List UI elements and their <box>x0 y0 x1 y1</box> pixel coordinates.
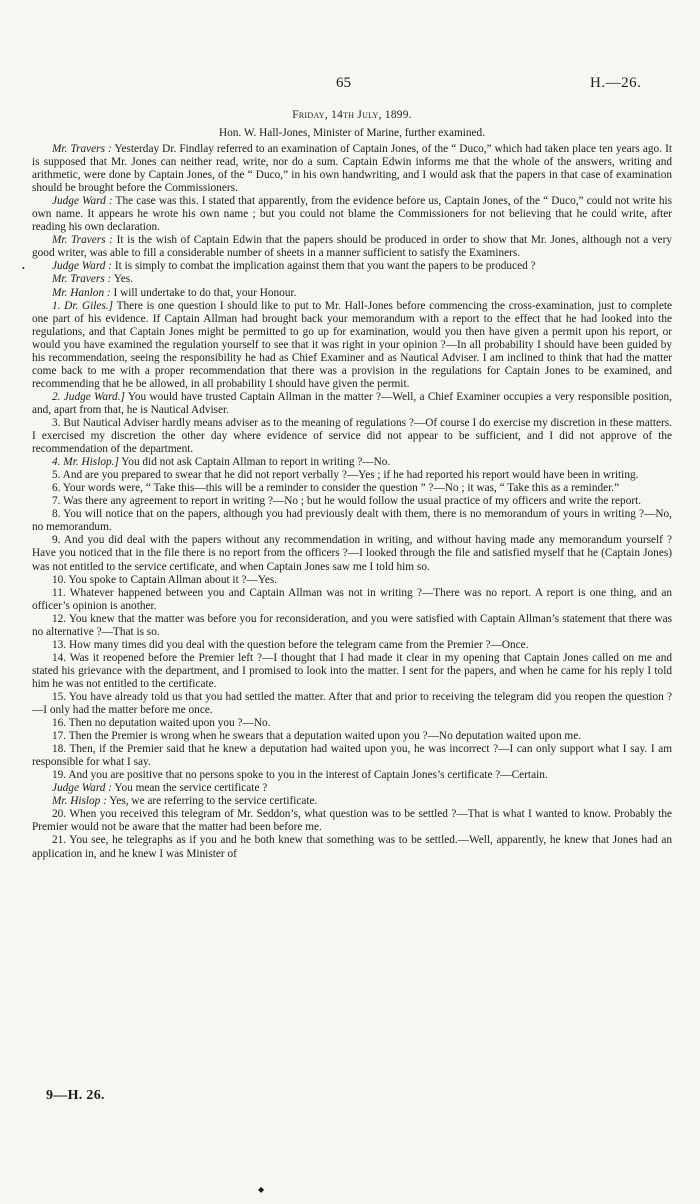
paragraph <box>32 613 672 639</box>
paragraph <box>32 300 672 391</box>
paragraph <box>32 769 672 782</box>
document-body <box>32 143 672 861</box>
speaker-label: Mr. Hanlon : <box>52 286 111 299</box>
paragraph <box>32 234 672 260</box>
witness-heading: Hon. W. Hall-Jones, Minister of Marine, further examined. <box>218 127 486 139</box>
paragraph-text: 5. And are you prepared to swear that he did not report verbally ?—Yes ; if he had reported his report would have been in writing. <box>52 469 639 482</box>
paragraph <box>32 743 672 769</box>
document-page <box>32 70 672 861</box>
paragraph-text: 20. When you received this telegram of Mr. Seddon’s, what question was to be settled ?—That is what I wanted to know. Probably the Premier would not be aware that the matter had been before me. <box>32 808 672 834</box>
paragraph-text: 9. And you did deal with the papers without any recommendation in writing, and without having made any memorandum yourself ? Have you noticed that in the file there is no report from the officers ?—I looked through the file and satisfied myself that he (Captain Jones) was not entitled to the service certificate, and when Captain Jones saw me I told him so. <box>32 534 672 573</box>
paragraph-text: 10. You spoke to Captain Allman about it ?—Yes. <box>52 573 278 586</box>
paragraph <box>32 391 672 417</box>
paragraph-text: The case was this. I stated that apparently, from the evidence before us, Captain Jones, of the “ Duco,” could not write his own name. It appears he wrote his own name ; but you could not blame the Commissioners for not believing that he could write, after reading his own declaration. <box>32 195 673 234</box>
paragraph-text: 19. And you are positive that no persons spoke to you in the interest of Captain Jones’s certificate ?—Certain. <box>52 769 548 782</box>
speaker-label: Judge Ward : <box>52 260 113 273</box>
speaker-label: Mr. Travers : <box>52 273 112 286</box>
page-number: 65 <box>336 75 351 91</box>
paragraph-text: Yes, we are referring to the service certificate. <box>106 795 318 808</box>
speaker-label: Mr. Travers : <box>52 234 113 247</box>
page-mark: ◆ <box>258 1185 265 1194</box>
paragraph-text: 16. Then no deputation waited upon you ?—No. <box>52 717 271 730</box>
paragraph-text: It is the wish of Captain Edwin that the papers should be produced in order to show that Mr. Jones, although not a very good writer, was able to fill a considerable number of sheets in a manner sufficient to satisfy the Examiners. <box>32 234 672 260</box>
paragraph-text: Yes. <box>111 273 133 286</box>
paragraph <box>32 260 672 273</box>
paragraph-text: 21. You see, he telegraphs as if you and he both knew that something was to be settled.—Well, apparently, he knew that Jones had an application in, and he knew I was Minister of <box>32 834 672 860</box>
footer-signature: 9—H. 26. <box>46 1088 105 1103</box>
paragraph <box>32 495 672 508</box>
paragraph <box>32 795 672 808</box>
paragraph-text: 7. Was there any agreement to report in writing ?—No ; but he would follow the usual practice of my officers and write the report. <box>52 495 642 508</box>
paragraph <box>32 534 672 573</box>
paragraph-text: 18. Then, if the Premier said that he knew a deputation had waited upon you, he was incorrect ?—I can only support what I say. I am responsible for what I say. <box>32 743 672 769</box>
paragraph <box>32 287 672 300</box>
paragraph-text: Yesterday Dr. Findlay referred to an examination of Captain Jones, of the “ Duco,” which had taken place ten years ago. It is supposed that Mr. Jones can neither read, write, nor do a sum. Captain Edwin informs me that the whole of the answers, writing and arithmetic, were done by Captain Jones, of the “ Duco,” in his own handwriting, and I would ask that the papers in that case of examination should be brought before the Commissioners. <box>32 143 672 195</box>
paragraph <box>32 417 672 456</box>
paragraph <box>32 469 672 482</box>
paragraph-text: 6. Your words were, “ Take this—this will be a reminder to consider the question ” ?—No ; it was, “ Take this as a reminder.” <box>52 482 620 495</box>
speaker-label: Mr. Travers : <box>52 143 112 155</box>
speaker-label: Judge Ward : <box>52 782 113 795</box>
paragraph <box>32 508 672 534</box>
paragraph-text: 15. You have already told us that you had settled the matter. After that and prior to receiving the telegram did you reopen the question ?—I only had the matter before me once. <box>32 690 672 717</box>
speaker-label: 1. Dr. Giles.] <box>52 299 114 312</box>
paragraph <box>32 456 672 469</box>
paragraph <box>32 730 672 743</box>
paragraph-text: 3. But Nautical Adviser hardly means adviser as to the meaning of regulations ?—Of course I do exercise my discretion in these matters. I exercised my discretion the other day where evidence of service did not appear to be sufficient, and I did not approve of the recommendation of the department. <box>32 416 672 456</box>
paragraph <box>32 808 672 834</box>
paragraph <box>32 195 672 234</box>
paragraph <box>32 482 672 495</box>
paragraph-text: There is one question I should like to put to Mr. Hall-Jones before commencing the cross-examination, just to complete one part of his evidence. If Captain Allman had brought back your memorandum with a report to the effect that he had looked into the regulations, and that Captain Jones might be permitted to go up for examination, would you then have given a permit upon his report, or would you have examined the regulation yourself to see that it was right in your opinion ?—In all probability I should have been guided by his recommendation, seeing the responsibility he had as Chief Examiner and as Nautical Adviser. I am inclined to think that had the matter come back to me with a proper recommendation that there was a provision in the regulations for Captain Jones to be examined, and recommending that he be allowed, in all probability I should have given the permit. <box>32 299 672 390</box>
paragraph-text: 17. Then the Premier is wrong when he swears that a deputation waited upon you ?—No deputation waited upon me. <box>52 730 582 743</box>
paragraph-text: 8. You will notice that on the papers, although you had previously dealt with them, there is no memorandum of yours in writing ?—No, no memorandum. <box>32 508 672 534</box>
paragraph <box>32 143 672 195</box>
paragraph <box>32 691 672 717</box>
paragraph-text: You mean the service certificate ? <box>112 782 268 795</box>
paragraph <box>32 652 672 691</box>
paragraph-text: You did not ask Captain Allman to report in writing ?—No. <box>118 456 391 469</box>
speaker-label: 4. Mr. Hislop.] <box>52 456 119 469</box>
date-heading: Friday, 14th July, 1899. <box>292 109 412 121</box>
speaker-label: Mr. Hislop : <box>52 795 107 808</box>
margin-dot: • <box>22 264 25 273</box>
paragraph <box>32 574 672 587</box>
paragraph-text: 13. How many times did you deal with the question before the telegram came from the Premier ?—Once. <box>52 638 529 651</box>
paragraph <box>32 782 672 795</box>
document-reference: H.—26. <box>590 75 642 91</box>
paragraph-text: 11. Whatever happened between you and Captain Allman was not in writing ?—There was no report. A report is one thing, and an officer’s opinion is another. <box>32 586 672 612</box>
paragraph <box>32 639 672 652</box>
paragraph-text: It is simply to combat the implication against them that you want the papers to be produced ? <box>112 260 536 273</box>
paragraph <box>32 273 672 286</box>
paragraph-text: You would have trusted Captain Allman in the matter ?—Well, a Chief Examiner occupies a very responsible position, and, apart from that, he is Nautical Adviser. <box>32 390 672 416</box>
paragraph-text: 14. Was it reopened before the Premier left ?—I thought that I had made it clear in my opening that Captain Jones called on me and stated his grievance with the department, and I promised to look into the matter. I sent for the papers, and when he came for his reply I told him he was not entitled to the certificate. <box>32 651 672 690</box>
paragraph <box>32 587 672 613</box>
paragraph <box>32 717 672 730</box>
paragraph-text: I will undertake to do that, your Honour. <box>110 286 297 299</box>
speaker-label: 2. Judge Ward.] <box>52 390 125 403</box>
paragraph-text: 12. You knew that the matter was before you for reconsideration, and you were satisfied with Captain Allman’s statement that there was no alternative ?—That is so. <box>32 612 672 638</box>
paragraph <box>32 834 672 860</box>
speaker-label: Judge Ward : <box>52 195 113 208</box>
